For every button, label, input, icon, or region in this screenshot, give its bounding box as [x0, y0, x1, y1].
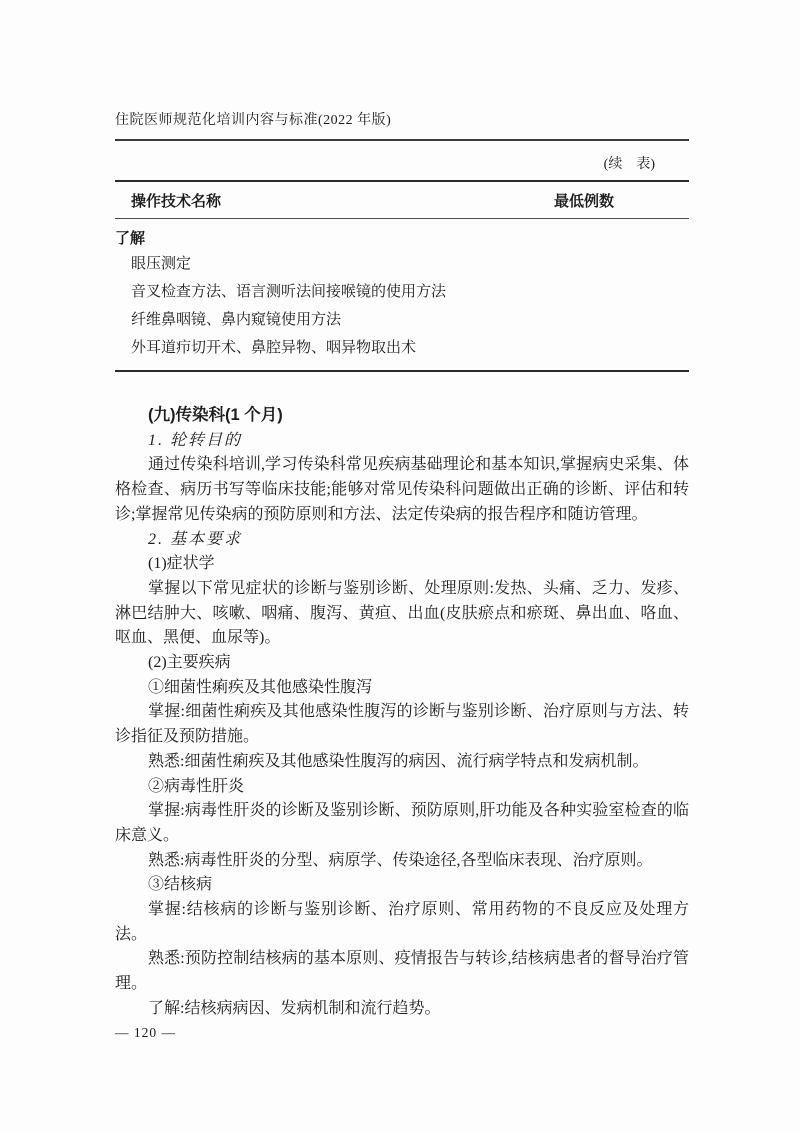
section-content — [115, 403, 689, 1022]
subheading-major-diseases: (2)主要疾病 — [148, 654, 231, 672]
paragraph-hepatitis-familiar: 熟悉:病毒性肝炎的分型、病原学、传染途径,各型临床表现、治疗原则。 — [148, 851, 653, 869]
table-header-row — [115, 182, 689, 219]
subheading-basic-requirements: 2. 基本要求 — [148, 530, 243, 548]
paragraph-symptomatology: 掌握以下常见症状的诊断与鉴别诊断、处理原则:发热、头痛、乏力、发疹、淋巴结肿大、咳嗽、咽痛、腹泻、黄疸、出血(皮肤瘀点和瘀斑、鼻出血、咯血、呕血、黑便、血尿等)。 — [115, 579, 689, 647]
subheading-rotation-purpose: 1. 轮转目的 — [148, 431, 243, 449]
table-row: 眼压测定 — [131, 255, 192, 272]
header-rule — [115, 139, 689, 141]
paragraph-hepatitis-master: 掌握:病毒性肝炎的诊断及鉴别诊断、预防原则,肝功能及各种实验室检查的临床意义。 — [115, 802, 689, 844]
table-row: 外耳道疖切开术、鼻腔异物、咽异物取出术 — [131, 339, 417, 356]
paragraph-tb-master: 掌握:结核病的诊断与鉴别诊断、治疗原则、常用药物的不良反应及处理方法。 — [115, 901, 689, 943]
section-heading: (九)传染科(1 个月) — [148, 406, 283, 424]
running-head: 住院医师规范化培训内容与标准(2022 年版) — [115, 113, 392, 128]
table-row: 音叉检查方法、语言测听法间接喉镜的使用方法 — [131, 283, 447, 300]
subheading-tuberculosis: ③结核病 — [148, 876, 213, 894]
table-continued-label: (续 表) — [603, 157, 655, 172]
table-row: 纤维鼻咽镜、鼻内窥镜使用方法 — [131, 311, 342, 328]
table-col2-header: 最低例数 — [553, 193, 614, 210]
table-body — [115, 219, 689, 370]
operations-table — [115, 180, 689, 372]
paragraph-dysentery-master: 掌握:细菌性痢疾及其他感染性腹泻的诊断与鉴别诊断、治疗原则与方法、转诊指征及预防措施。 — [115, 703, 689, 746]
table-group-label: 了解 — [115, 230, 146, 247]
page-number: — 120 — — [115, 1024, 176, 1040]
paragraph-rotation-purpose: 通过传染科培训,学习传染科常见疾病基础理论和基本知识,掌握病史采集、体格检查、病历书写等临床技能;能够对常见传染科问题做出正确的诊断、评估和转诊;掌握常见传染病的预防原则和方法、法定传染病的报告程序和随访管理。 — [115, 456, 689, 523]
table-col1-header: 操作技术名称 — [131, 193, 222, 210]
page-content-area — [115, 112, 689, 1041]
subheading-symptomatology: (1)症状学 — [148, 555, 215, 573]
paragraph-tb-familiar: 熟悉:预防控制结核病的基本原则、疫情报告与转诊,结核病患者的督导治疗管理。 — [115, 950, 689, 993]
subheading-dysentery: ①细菌性痢疾及其他感染性腹泻 — [148, 678, 373, 696]
paragraph-dysentery-familiar: 熟悉:细菌性痢疾及其他感染性腹泻的病因、流行病学特点和发病机制。 — [148, 752, 649, 770]
subheading-viral-hepatitis: ②病毒性肝炎 — [148, 777, 245, 795]
paragraph-tb-understand: 了解:结核病病因、发病机制和流行趋势。 — [148, 999, 441, 1017]
